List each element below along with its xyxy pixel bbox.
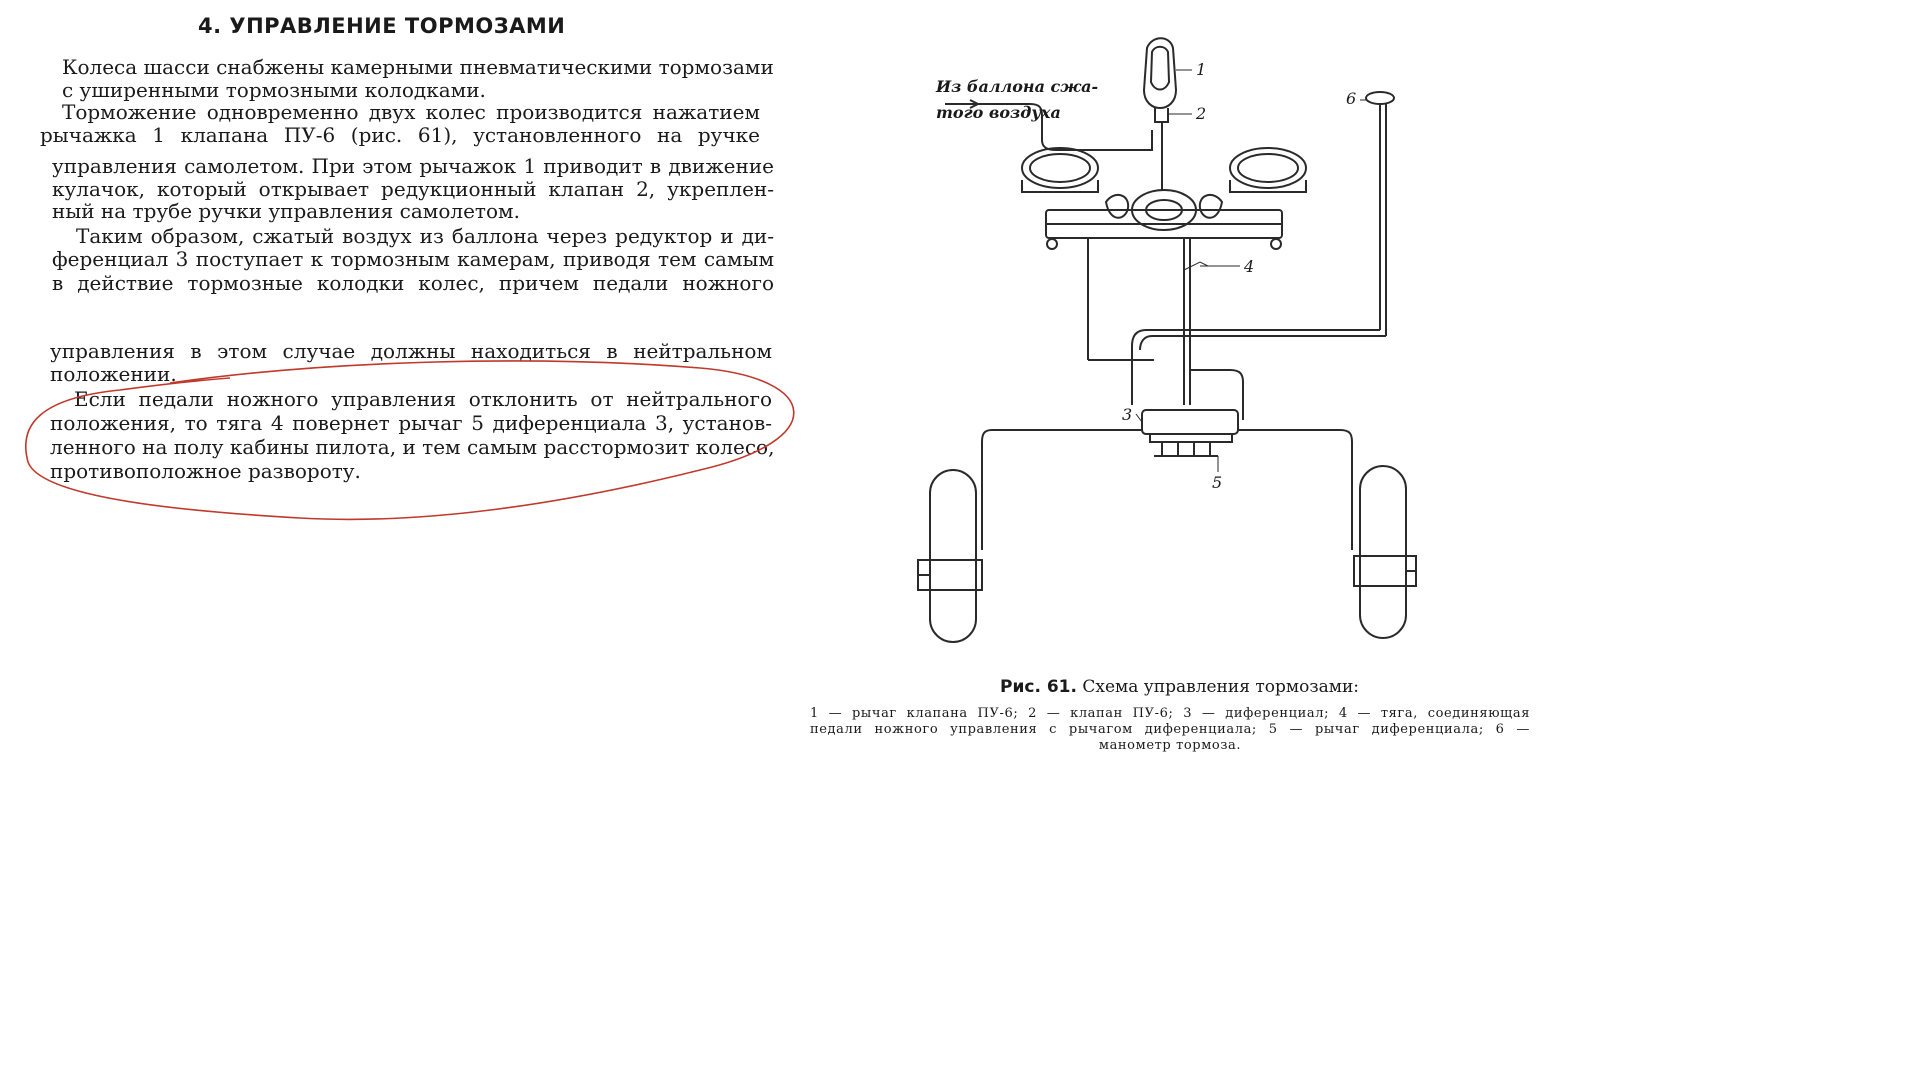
text-line: положении. (50, 362, 177, 386)
callout-4: 4 (1244, 257, 1255, 276)
callout-3: 3 (1122, 405, 1133, 424)
callout-5: 5 (1212, 473, 1223, 492)
callout-2: 2 (1196, 104, 1207, 123)
text-line: в действие тормозные колодки колес, причем педали ножного (52, 271, 774, 295)
pu6-valve (1155, 108, 1168, 122)
callout-6: 6 (1346, 89, 1357, 108)
text-line: ференциал 3 поступает к тормозным камерам, приводя тем самым (52, 247, 774, 271)
source-label-line1: Из баллона сжа- (936, 77, 1099, 96)
red-highlight-annotation (0, 0, 820, 540)
legend-line: 1 — рычаг клапана ПУ-6; 2 — клапан ПУ-6; 3 — диференциал; 4 — тяга, соединяющая (810, 706, 1530, 721)
legend-line: педали ножного управления с рычагом диференциала; 5 — рычаг диференциала; 6 — (810, 722, 1530, 737)
text-line: Таким образом, сжатый воздух из баллона через редуктор и ди- (76, 224, 774, 248)
brake-gauge (1366, 92, 1394, 104)
text-line: Колеса шасси снабжены камерными пневматическими тормозами (62, 55, 774, 79)
wheel-right (1360, 466, 1406, 638)
text-line: Если педали ножного управления отклонить от нейтрального (74, 387, 772, 411)
wheel-left (930, 470, 976, 642)
text-line: положения, то тяга 4 повернет рычаг 5 диференциала 3, установ- (50, 411, 772, 435)
text-line: Торможение одновременно двух колес производится нажатием (62, 100, 760, 124)
source-label-line2: того воздуха (936, 103, 1061, 122)
text-line: противоположное развороту. (50, 459, 361, 483)
figure-legend (810, 706, 1530, 754)
text-line: кулачок, который открывает редукционный клапан 2, укреплен- (52, 177, 774, 201)
figure-number: Рис. 61. (1000, 677, 1077, 697)
differential (1142, 410, 1238, 434)
figure-title: Схема управления тормозами: (1082, 677, 1360, 697)
text-line: управления в этом случае должны находиться в нейтральном (50, 339, 772, 363)
text-line: ленного на полу кабины пилота, и тем самым расстормозит колесо, (50, 435, 775, 459)
control-stick-handle (1144, 38, 1176, 108)
text-line: рычажка 1 клапана ПУ-6 (рис. 61), установленного на ручке (40, 123, 760, 147)
text-line: управления самолетом. При этом рычажок 1 приводит в движение (52, 154, 774, 178)
text-line: ный на трубе ручки управления самолетом. (52, 199, 520, 223)
text-line: с уширенными тормозными колодками. (62, 78, 486, 102)
callout-1: 1 (1196, 60, 1207, 79)
figure-caption (1000, 677, 1359, 697)
section-heading: 4. УПРАВЛЕНИЕ ТОРМОЗАМИ (198, 14, 566, 38)
legend-line: манометр тормоза. (1098, 738, 1242, 753)
brake-system-diagram (900, 30, 1560, 650)
